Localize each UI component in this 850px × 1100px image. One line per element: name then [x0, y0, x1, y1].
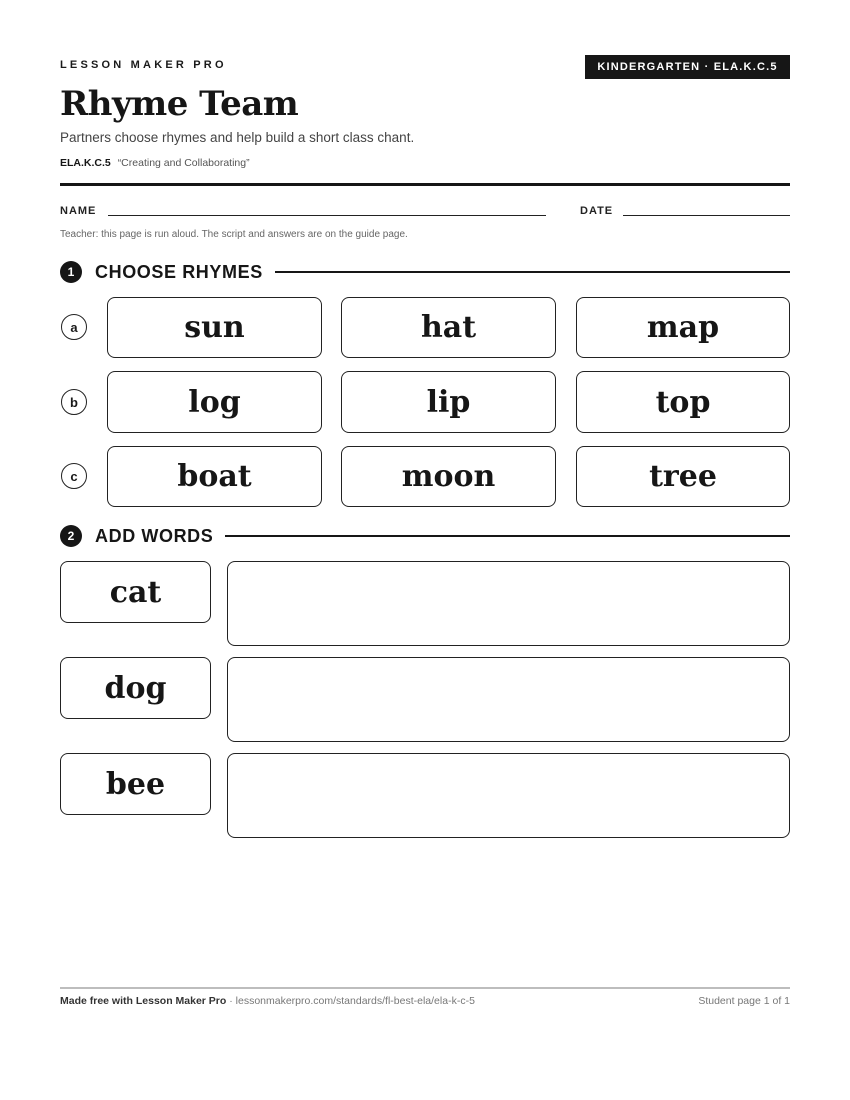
section-number-badge: 1 — [60, 261, 82, 283]
section-add-words-header — [60, 524, 790, 548]
brand-name: LESSON MAKER PRO — [60, 59, 227, 71]
section-divider — [275, 271, 790, 273]
section-title: CHOOSE RHYMES — [95, 261, 263, 282]
footer-credit — [60, 995, 475, 1007]
footer-divider — [60, 987, 790, 989]
standard-line — [60, 157, 250, 169]
footer-page-number: Student page 1 of 1 — [698, 995, 790, 1007]
grade-standard-badge: KINDERGARTEN · ELA.K.C.5 — [585, 55, 790, 79]
footer-made-with: Made free with Lesson Maker Pro — [60, 995, 227, 1007]
rhyme-card[interactable]: hat — [341, 297, 556, 358]
header-divider — [60, 183, 790, 186]
rhyme-card[interactable]: top — [576, 371, 790, 433]
date-label: DATE — [580, 205, 614, 217]
section-divider — [225, 535, 790, 537]
answer-write-box[interactable] — [227, 753, 790, 838]
rhyme-card[interactable]: log — [107, 371, 322, 433]
prompt-word-card: bee — [60, 753, 211, 815]
rhyme-card[interactable]: moon — [341, 446, 556, 507]
standard-name: “Creating and Collaborating” — [117, 157, 250, 169]
section-title: ADD WORDS — [95, 525, 214, 546]
standard-code: ELA.K.C.5 — [60, 157, 111, 169]
date-field[interactable] — [623, 215, 790, 216]
row-letter-a: a — [61, 314, 87, 340]
rhyme-card[interactable]: boat — [107, 446, 322, 507]
prompt-word-card: dog — [60, 657, 211, 719]
prompt-word-card: cat — [60, 561, 211, 623]
rhyme-card[interactable]: lip — [341, 371, 556, 433]
section-choose-rhymes-header — [60, 260, 790, 284]
answer-write-box[interactable] — [227, 561, 790, 646]
row-letter-c: c — [61, 463, 87, 489]
teacher-note: Teacher: this page is run aloud. The script and answers are on the guide page. — [60, 229, 408, 240]
name-field[interactable] — [108, 215, 546, 216]
answer-write-box[interactable] — [227, 657, 790, 742]
rhyme-card[interactable]: sun — [107, 297, 322, 358]
footer-url[interactable]: · lessonmakerpro.com/standards/fl-best-ela/ela-k-c-5 — [226, 995, 475, 1007]
row-letter-b: b — [61, 389, 87, 415]
rhyme-card[interactable]: tree — [576, 446, 790, 507]
name-label: NAME — [60, 205, 97, 217]
rhyme-card[interactable]: map — [576, 297, 790, 358]
worksheet-subtitle: Partners choose rhymes and help build a short class chant. — [60, 130, 415, 145]
section-number-badge: 2 — [60, 525, 82, 547]
worksheet-title: Rhyme Team — [60, 84, 299, 124]
